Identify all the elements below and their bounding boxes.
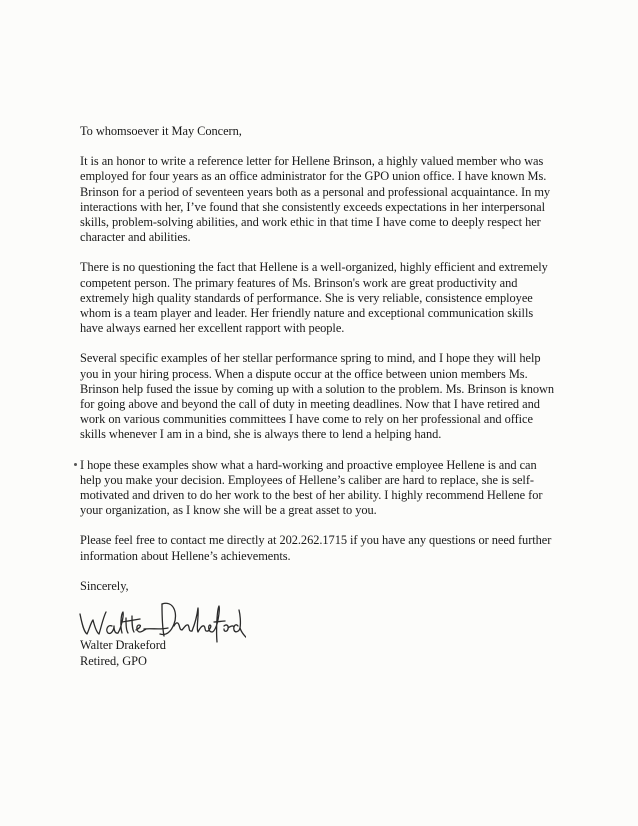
paragraph-4 <box>80 458 572 519</box>
paragraph-line: Brinson for a period of seventeen years both as a personal and professional acquaintance. In my <box>80 184 551 199</box>
letter-body <box>80 124 572 669</box>
paragraph-line: skills, problem-solving abilities, and work ethic in that time I have come to deeply respect her <box>80 215 541 230</box>
paragraph-3 <box>80 351 572 442</box>
signer-title: Retired, GPO <box>80 653 147 668</box>
paragraph-line: help you make your decision. Employees of Hellene’s caliber are hard to replace, she is self- <box>80 472 534 487</box>
paragraph-line: interactions with her, I’ve found that she consistently exceeds expectations in her interpersonal <box>80 199 546 214</box>
paragraph-line: competent person. The primary features of Ms. Brinson's work are great productivity and <box>80 275 518 290</box>
paragraph-line: you in your hiring process. When a dispute occur at the office between union members Ms. <box>80 366 528 381</box>
paragraph-line: Brinson help fused the issue by coming up with a solution to the problem. Ms. Brinson is known <box>80 381 555 396</box>
paragraph-line: Please feel free to contact me directly at 202.262.1715 if you have any questions or need further <box>80 533 552 548</box>
signer-name: Walter Drakeford <box>80 638 166 653</box>
paragraph-line: motivated and driven to do her work to the best of her ability. I highly recommend Hellene for <box>80 488 543 503</box>
paragraph-line: have always earned her excellent rapport with people. <box>80 321 345 336</box>
salutation: To whomsoever it May Concern, <box>80 124 242 138</box>
paragraph-line: extremely high quality standards of performance. She is very reliable, consistence employee <box>80 290 533 305</box>
paragraph-1 <box>80 154 572 245</box>
paragraph-line: whom is a team player and leader. Her friendly nature and exceptional communication skills <box>80 306 534 321</box>
paragraph-line: information about Hellene’s achievements. <box>80 548 291 563</box>
handwritten-signature <box>76 592 246 648</box>
paragraph-line: Several specific examples of her stellar performance spring to mind, and I hope they will help <box>80 351 541 366</box>
paragraph-line: There is no questioning the fact that Hellene is a well-organized, highly efficient and extremely <box>80 260 548 275</box>
paragraph-line: your organization, as I know she will be a great asset to you. <box>80 503 377 518</box>
signature-area <box>80 598 572 638</box>
paragraph-line: It is an honor to write a reference letter for Hellene Brinson, a highly valued member who was <box>80 154 544 169</box>
paragraph-line: skills whenever I am in a bind, she is always there to lend a helping hand. <box>80 427 442 442</box>
closing: Sincerely, <box>80 578 129 593</box>
paragraph-line: character and abilities. <box>80 230 191 245</box>
paragraph-line: employed for four years as an office administrator for the GPO union office. I have known Ms. <box>80 169 547 184</box>
paragraph-line: I hope these examples show what a hard-working and proactive employee Hellene is and can <box>80 457 537 472</box>
paragraph-line: for going above and beyond the call of duty in meeting deadlines. Now that I have retired and <box>80 397 540 412</box>
paragraph-line: work on various communities committees I have come to rely on her professional and office <box>80 412 533 427</box>
paragraph-2 <box>80 260 572 336</box>
paragraph-5 <box>80 533 572 563</box>
stray-ink-dot <box>74 463 77 466</box>
